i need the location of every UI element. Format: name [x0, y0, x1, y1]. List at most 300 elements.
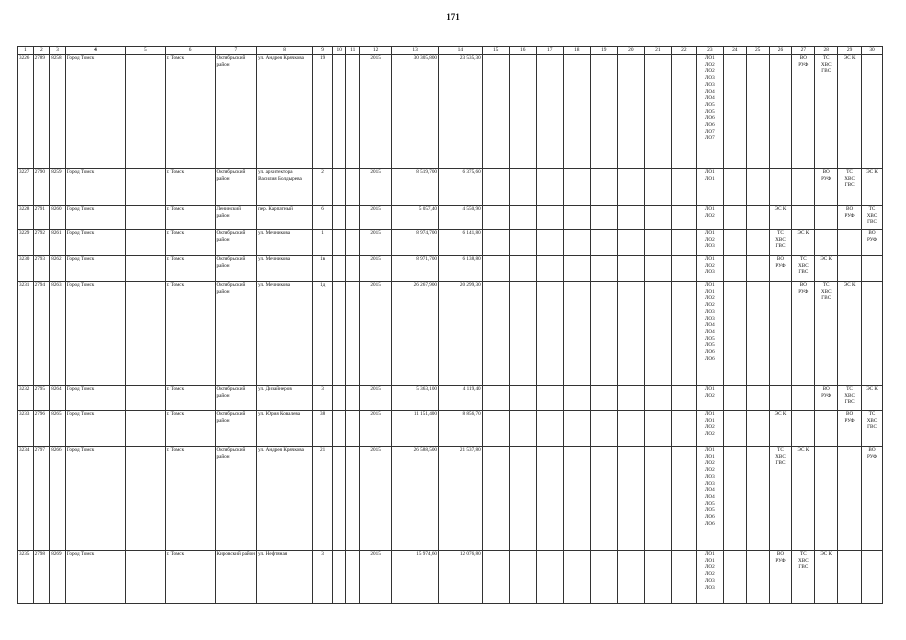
- cell-col-18: [563, 282, 590, 386]
- cell-col-14: 6 375,60: [439, 169, 483, 206]
- cell-col-21: [644, 447, 671, 551]
- cell-col-29: [838, 256, 862, 282]
- cell-col-30: [862, 551, 883, 604]
- cell-line: ЛО2: [704, 61, 715, 68]
- cell-col-23: [696, 55, 723, 169]
- cell-col-5: [126, 551, 166, 604]
- cell-col-30: [862, 230, 883, 256]
- cell-col-19: [590, 411, 617, 447]
- cell-col-11: [346, 282, 360, 386]
- cell-col-12: 2015: [360, 282, 392, 386]
- cell-line: ЭС К: [820, 551, 833, 557]
- cell-col-17: [536, 256, 563, 282]
- cell-line: ЛО5: [704, 335, 715, 342]
- cell-line: РУФ: [821, 392, 832, 399]
- cell-col-21: [644, 230, 671, 256]
- cell-col-28: [815, 55, 838, 169]
- cell-col-18: [563, 256, 590, 282]
- cell-line: ЛО6: [704, 122, 715, 129]
- cell-col-22: [671, 230, 696, 256]
- cell-col-17: [536, 447, 563, 551]
- cell-col-4: Город Томск: [65, 411, 125, 447]
- cell-col-11: [346, 230, 360, 256]
- cell-col-17: [536, 386, 563, 411]
- cell-line: ЭС К: [820, 256, 833, 262]
- cell-col-15: [482, 282, 509, 386]
- cell-line: ЛО1: [704, 282, 715, 288]
- cell-col-27: [792, 551, 815, 604]
- cell-col-3: 8259: [50, 169, 66, 206]
- cell-col-19: [590, 551, 617, 604]
- cell-line: ТС: [800, 551, 807, 557]
- cell-col-6: г. Томск: [165, 282, 215, 386]
- cell-col-13: 5 057,40: [392, 206, 439, 230]
- cell-col-16: [509, 282, 536, 386]
- cell-line: ЛО4: [704, 322, 715, 329]
- cell-line: ХВС: [798, 557, 809, 564]
- cell-col-22: [671, 411, 696, 447]
- cell-line: ЛО3: [704, 308, 715, 315]
- cell-col-22: [671, 551, 696, 604]
- cell-line: ЛО2: [704, 295, 715, 302]
- column-header-12: 12: [360, 47, 392, 55]
- cell-col-14: 6 138,80: [439, 256, 483, 282]
- cell-line: ВО: [799, 282, 807, 288]
- cell-col-3: 8265: [50, 411, 66, 447]
- cell-col-17: [536, 411, 563, 447]
- cell-line: ЛО1: [704, 230, 715, 236]
- cell-line: РУФ: [821, 175, 832, 182]
- cell-line: ГВС: [775, 460, 786, 467]
- column-header-3: 3: [50, 47, 66, 55]
- cell-col-15: [482, 256, 509, 282]
- cell-col-15: [482, 551, 509, 604]
- cell-col-13: 26 588,500: [392, 447, 439, 551]
- cell-col-13: 8 974,700: [392, 230, 439, 256]
- cell-col-19: [590, 282, 617, 386]
- cell-col-7: Октябрьский район: [215, 169, 257, 206]
- cell-col-24: [723, 206, 746, 230]
- cell-col-27: [792, 256, 815, 282]
- cell-col-8: ул. архитектора Василия Болдырева: [257, 169, 313, 206]
- cell-line: ЛО3: [704, 81, 715, 88]
- cell-line: ХВС: [820, 288, 832, 295]
- cell-line: ВО: [799, 55, 807, 61]
- cell-line: ЛО1: [704, 411, 715, 417]
- cell-col-4: Город Томск: [65, 447, 125, 551]
- cell-col-2: 2789: [33, 55, 50, 169]
- cell-col-24: [723, 230, 746, 256]
- column-header-13: 13: [392, 47, 439, 55]
- column-header-6: 6: [165, 47, 215, 55]
- cell-col-29: [838, 230, 862, 256]
- cell-col-3: 8262: [50, 256, 66, 282]
- cell-col-3: 8269: [50, 551, 66, 604]
- cell-col-30: [862, 206, 883, 230]
- cell-col-28: [815, 551, 838, 604]
- cell-line: РУФ: [866, 453, 878, 460]
- cell-col-30: [862, 282, 883, 386]
- cell-col-25: [746, 411, 769, 447]
- cell-line: ХВС: [866, 212, 878, 219]
- cell-col-12: 2015: [360, 230, 392, 256]
- cell-line: ВО: [868, 230, 876, 236]
- cell-col-14: 23 535,30: [439, 55, 483, 169]
- cell-col-20: [617, 230, 644, 256]
- cell-line: ЛО6: [704, 514, 715, 521]
- cell-line: РУФ: [844, 417, 855, 424]
- cell-col-11: [346, 256, 360, 282]
- cell-line: ХВС: [775, 236, 786, 243]
- cell-col-4: Город Томск: [65, 230, 125, 256]
- cell-col-29: [838, 206, 862, 230]
- column-header-20: 20: [617, 47, 644, 55]
- cell-line: ВО: [845, 206, 854, 212]
- cell-col-28: [815, 206, 838, 230]
- cell-col-25: [746, 447, 769, 551]
- cell-col-14: 21 537,80: [439, 447, 483, 551]
- cell-col-16: [509, 169, 536, 206]
- cell-line: ЛО4: [704, 328, 715, 335]
- cell-line: ЭС К: [843, 55, 856, 61]
- cell-line: ТС: [822, 55, 830, 61]
- cell-col-22: [671, 206, 696, 230]
- cell-col-18: [563, 169, 590, 206]
- cell-col-6: г. Томск: [165, 55, 215, 169]
- cell-line: ЛО1: [704, 206, 715, 212]
- cell-line: ЛО1: [704, 256, 715, 262]
- cell-col-9: 21: [313, 447, 333, 551]
- cell-col-27: [792, 411, 815, 447]
- cell-line: ЛО6: [704, 349, 715, 356]
- cell-line: ТС: [868, 411, 876, 417]
- cell-col-20: [617, 55, 644, 169]
- cell-col-28: [815, 447, 838, 551]
- table-row: [18, 551, 883, 604]
- cell-col-2: 2796: [33, 411, 50, 447]
- cell-col-10: [332, 55, 346, 169]
- column-header-1: 1: [18, 47, 34, 55]
- cell-line: ЛО1: [704, 551, 715, 557]
- cell-col-14: 12 076,80: [439, 551, 483, 604]
- cell-col-4: Город Томск: [65, 551, 125, 604]
- cell-line: ЛО3: [704, 577, 715, 584]
- cell-col-23: [696, 551, 723, 604]
- cell-col-25: [746, 230, 769, 256]
- cell-col-29: [838, 411, 862, 447]
- cell-line: ВО: [845, 411, 854, 417]
- cell-col-21: [644, 55, 671, 169]
- cell-col-10: [332, 256, 346, 282]
- cell-col-12: 2015: [360, 411, 392, 447]
- cell-col-20: [617, 411, 644, 447]
- cell-line: ЛО7: [704, 128, 715, 135]
- cell-col-11: [346, 206, 360, 230]
- cell-col-24: [723, 411, 746, 447]
- cell-col-25: [746, 206, 769, 230]
- cell-col-23: [696, 230, 723, 256]
- cell-col-29: [838, 447, 862, 551]
- cell-col-3: 8261: [50, 230, 66, 256]
- cell-line: ЛО2: [704, 262, 715, 269]
- column-header-23: 23: [696, 47, 723, 55]
- cell-col-20: [617, 386, 644, 411]
- cell-col-17: [536, 206, 563, 230]
- cell-col-19: [590, 447, 617, 551]
- cell-line: ХВС: [844, 392, 855, 399]
- cell-line: ЛО4: [704, 88, 715, 95]
- cell-col-12: 2015: [360, 55, 392, 169]
- cell-line: ТС: [822, 282, 830, 288]
- cell-col-5: [126, 386, 166, 411]
- cell-line: ЛО7: [704, 135, 715, 142]
- cell-col-29: [838, 282, 862, 386]
- cell-col-8: ул. Дизайнеров: [257, 386, 313, 411]
- cell-col-1: 3231: [18, 282, 34, 386]
- cell-line: ЛО2: [704, 571, 715, 578]
- cell-col-13: 30 305,800: [392, 55, 439, 169]
- cell-col-3: 8263: [50, 282, 66, 386]
- cell-col-12: 2015: [360, 551, 392, 604]
- cell-col-2: 2795: [33, 386, 50, 411]
- cell-col-26: [769, 230, 792, 256]
- cell-col-24: [723, 55, 746, 169]
- cell-col-15: [482, 206, 509, 230]
- cell-line: ЛО4: [704, 95, 715, 102]
- cell-col-4: Город Томск: [65, 169, 125, 206]
- page-number: 171: [446, 12, 460, 22]
- cell-col-10: [332, 206, 346, 230]
- cell-line: ВО: [822, 386, 830, 392]
- cell-col-26: [769, 447, 792, 551]
- cell-col-20: [617, 551, 644, 604]
- cell-line: ЭС К: [774, 411, 787, 417]
- cell-line: ЛО2: [704, 302, 715, 309]
- cell-col-1: 3230: [18, 256, 34, 282]
- cell-col-8: ул. Мечникова: [257, 256, 313, 282]
- cell-line: ЛО2: [704, 460, 715, 467]
- cell-col-26: [769, 256, 792, 282]
- cell-col-1: 3233: [18, 411, 34, 447]
- column-header-11: 11: [346, 47, 360, 55]
- cell-col-4: Город Томск: [65, 256, 125, 282]
- cell-line: РУФ: [798, 288, 809, 295]
- cell-col-8: ул. Мечникова: [257, 230, 313, 256]
- cell-col-16: [509, 55, 536, 169]
- cell-col-2: 2798: [33, 551, 50, 604]
- cell-line: ЛО2: [704, 68, 715, 75]
- cell-col-9: 6: [313, 206, 333, 230]
- cell-col-17: [536, 282, 563, 386]
- column-header-21: 21: [644, 47, 671, 55]
- cell-col-26: [769, 386, 792, 411]
- column-header-7: 7: [215, 47, 257, 55]
- cell-col-30: [862, 169, 883, 206]
- table-row: [18, 169, 883, 206]
- cell-line: ХВС: [844, 175, 855, 182]
- cell-line: ТС: [846, 386, 853, 392]
- cell-col-13: 8 519,700: [392, 169, 439, 206]
- cell-col-21: [644, 206, 671, 230]
- column-header-27: 27: [792, 47, 815, 55]
- cell-col-15: [482, 386, 509, 411]
- cell-line: ЛО1: [704, 55, 715, 61]
- cell-col-12: 2015: [360, 206, 392, 230]
- cell-col-15: [482, 230, 509, 256]
- cell-col-16: [509, 386, 536, 411]
- cell-col-23: [696, 411, 723, 447]
- cell-line: РУФ: [775, 262, 786, 269]
- cell-col-2: 2793: [33, 256, 50, 282]
- cell-col-1: 3232: [18, 386, 34, 411]
- cell-col-23: [696, 206, 723, 230]
- cell-col-25: [746, 386, 769, 411]
- cell-col-13: 15 974,60: [392, 551, 439, 604]
- cell-line: ВО: [776, 256, 785, 262]
- cell-col-11: [346, 551, 360, 604]
- cell-col-30: [862, 55, 883, 169]
- column-header-10: 10: [332, 47, 346, 55]
- cell-col-28: [815, 386, 838, 411]
- cell-col-1: 3235: [18, 551, 34, 604]
- cell-col-29: [838, 386, 862, 411]
- cell-col-18: [563, 55, 590, 169]
- cell-col-7: Октябрьский район: [215, 447, 257, 551]
- cell-line: ГВС: [821, 295, 832, 302]
- cell-col-18: [563, 206, 590, 230]
- cell-col-12: 2015: [360, 256, 392, 282]
- cell-line: ЛО4: [704, 493, 715, 500]
- cell-col-3: 8258: [50, 55, 66, 169]
- column-header-14: 14: [439, 47, 483, 55]
- cell-col-7: Кировский район: [215, 551, 257, 604]
- cell-col-30: [862, 447, 883, 551]
- column-header-30: 30: [862, 47, 883, 55]
- cell-col-24: [723, 282, 746, 386]
- cell-col-28: [815, 169, 838, 206]
- cell-col-10: [332, 447, 346, 551]
- cell-col-13: 5 363,100: [392, 386, 439, 411]
- cell-line: ЛО2: [704, 392, 715, 399]
- cell-col-20: [617, 169, 644, 206]
- cell-line: ЛО2: [704, 431, 715, 438]
- cell-col-25: [746, 169, 769, 206]
- cell-col-3: 8260: [50, 206, 66, 230]
- cell-col-26: [769, 551, 792, 604]
- table-row: [18, 447, 883, 551]
- cell-line: ГВС: [775, 243, 786, 250]
- cell-col-22: [671, 55, 696, 169]
- cell-line: ГВС: [844, 399, 855, 406]
- cell-col-14: 8 856,70: [439, 411, 483, 447]
- cell-col-27: [792, 206, 815, 230]
- cell-col-24: [723, 256, 746, 282]
- cell-col-30: [862, 386, 883, 411]
- cell-col-20: [617, 447, 644, 551]
- cell-col-20: [617, 282, 644, 386]
- cell-col-6: г. Томск: [165, 206, 215, 230]
- column-header-29: 29: [838, 47, 862, 55]
- cell-col-21: [644, 169, 671, 206]
- cell-col-11: [346, 55, 360, 169]
- cell-line: ГВС: [867, 219, 877, 226]
- cell-col-14: 4 550,90: [439, 206, 483, 230]
- cell-col-19: [590, 230, 617, 256]
- cell-col-18: [563, 230, 590, 256]
- cell-col-25: [746, 256, 769, 282]
- cell-line: ХВС: [775, 453, 786, 460]
- column-header-15: 15: [482, 47, 509, 55]
- cell-line: ВО: [776, 551, 785, 557]
- cell-col-7: Октябрьский район: [215, 55, 257, 169]
- cell-col-9: 3: [313, 551, 333, 604]
- cell-line: ЛО2: [704, 236, 715, 243]
- cell-col-15: [482, 169, 509, 206]
- cell-line: ЛО2: [704, 424, 715, 431]
- cell-line: ЛО1: [704, 386, 715, 392]
- cell-col-9: 19: [313, 55, 333, 169]
- column-header-4: 4: [65, 47, 125, 55]
- cell-col-22: [671, 256, 696, 282]
- cell-line: ЭС К: [843, 282, 856, 288]
- cell-line: ЛО6: [704, 355, 715, 362]
- cell-col-4: Город Томск: [65, 282, 125, 386]
- cell-col-1: 3234: [18, 447, 34, 551]
- cell-col-14: 6 141,80: [439, 230, 483, 256]
- column-header-26: 26: [769, 47, 792, 55]
- cell-line: ТС: [800, 256, 807, 262]
- cell-col-2: 2792: [33, 230, 50, 256]
- cell-line: ЛО1: [704, 453, 715, 460]
- cell-line: ЭС К: [866, 169, 878, 175]
- cell-line: ЛО1: [704, 417, 715, 424]
- cell-col-6: г. Томск: [165, 256, 215, 282]
- cell-col-21: [644, 282, 671, 386]
- cell-col-9: 38: [313, 411, 333, 447]
- column-header-9: 9: [313, 47, 333, 55]
- cell-col-6: г. Томск: [165, 551, 215, 604]
- cell-col-10: [332, 551, 346, 604]
- cell-line: ЛО3: [704, 473, 715, 480]
- cell-col-23: [696, 282, 723, 386]
- table-row: [18, 411, 883, 447]
- cell-col-22: [671, 282, 696, 386]
- cell-line: ГВС: [844, 182, 855, 189]
- cell-col-28: [815, 230, 838, 256]
- cell-col-18: [563, 411, 590, 447]
- cell-line: ЛО3: [704, 75, 715, 82]
- cell-line: ТС: [846, 169, 853, 175]
- cell-col-27: [792, 230, 815, 256]
- cell-col-9: 1в: [313, 256, 333, 282]
- cell-line: ЛО5: [704, 108, 715, 115]
- cell-line: ЛО5: [704, 342, 715, 349]
- cell-col-10: [332, 282, 346, 386]
- cell-col-15: [482, 55, 509, 169]
- cell-line: РУФ: [844, 212, 855, 219]
- cell-col-17: [536, 551, 563, 604]
- cell-col-7: Октябрьский район: [215, 282, 257, 386]
- cell-col-22: [671, 169, 696, 206]
- cell-col-8: пер. Карпатный: [257, 206, 313, 230]
- cell-col-7: Октябрьский район: [215, 256, 257, 282]
- cell-col-26: [769, 55, 792, 169]
- cell-col-5: [126, 411, 166, 447]
- cell-col-5: [126, 169, 166, 206]
- cell-col-11: [346, 386, 360, 411]
- cell-col-28: [815, 282, 838, 386]
- cell-col-16: [509, 447, 536, 551]
